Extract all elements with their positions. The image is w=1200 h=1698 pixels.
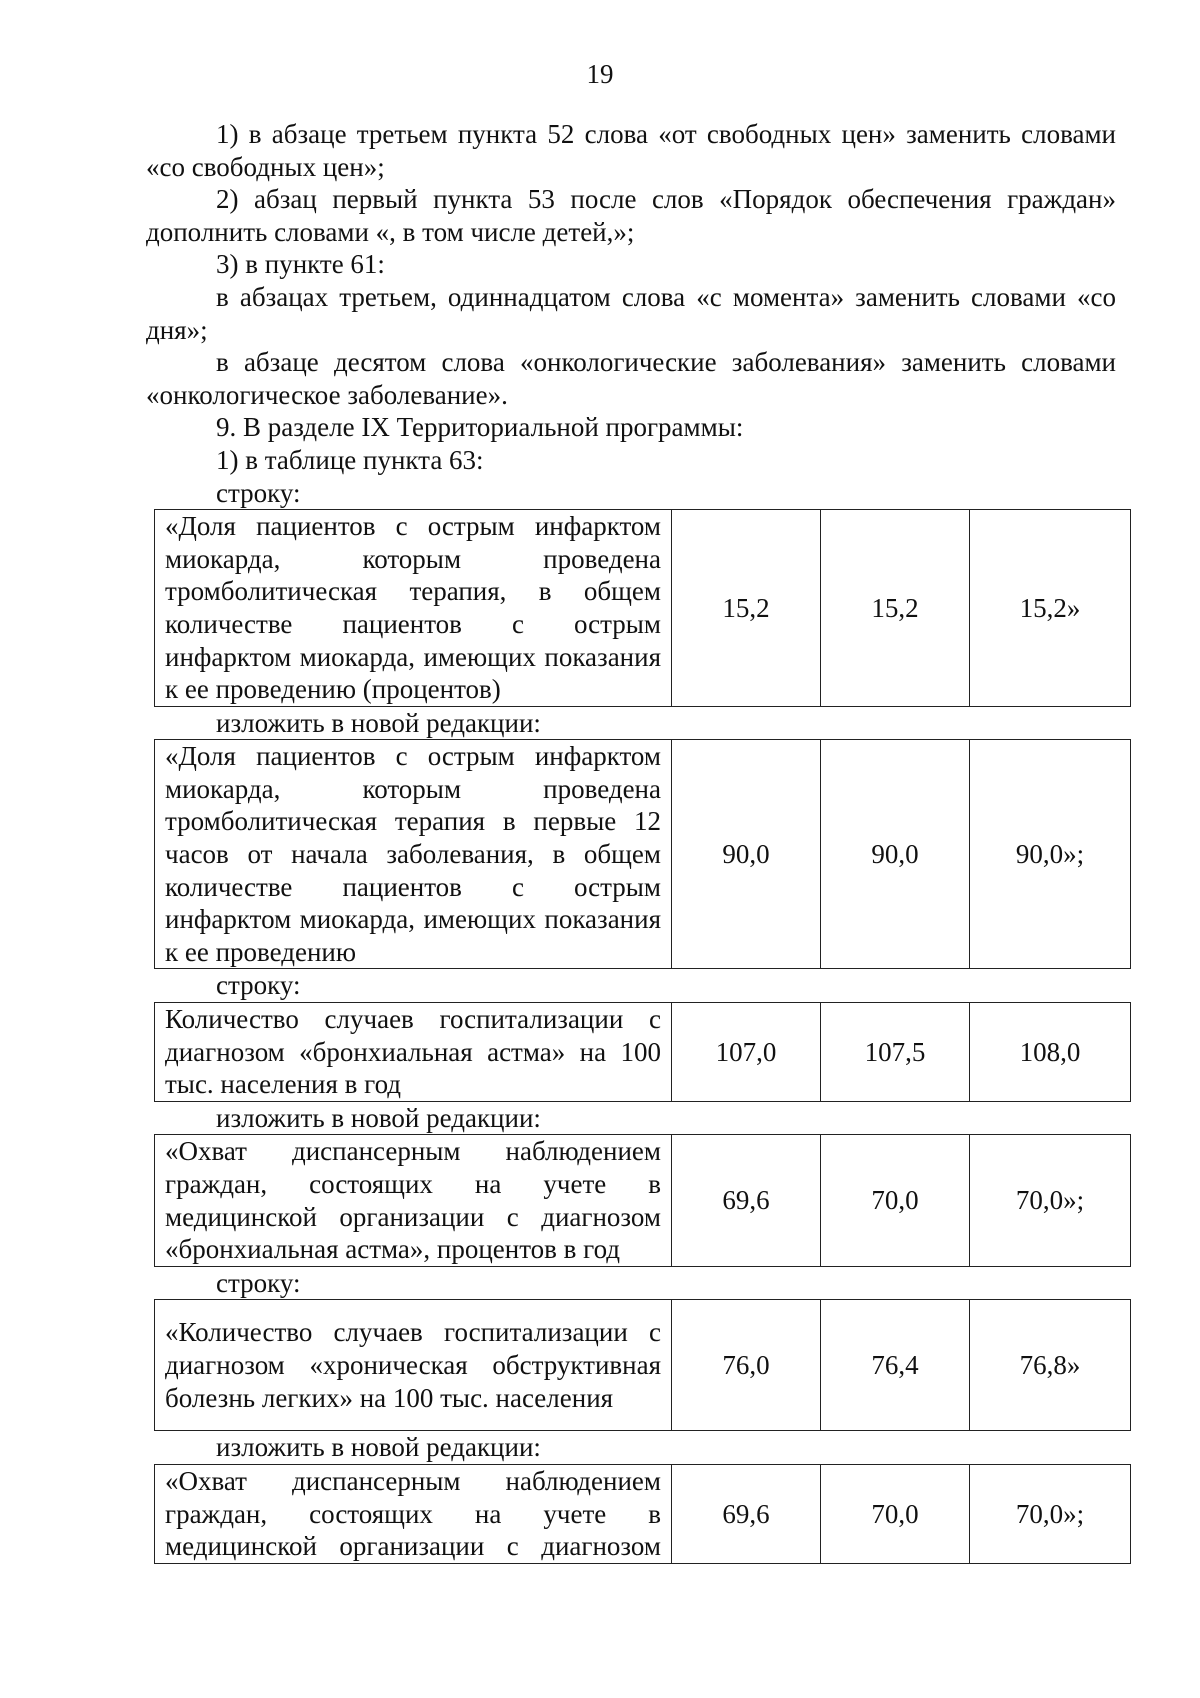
indicator-description: «Доля пациентов с острым инфарктом миокарда, которым проведена тромболитическая терапия, в общем количестве пациентов с острым инфарктом миокарда, имеющих показания к ее проведению (процентов): [155, 510, 672, 707]
paragraph-6: 9. В разделе IX Территориальной программы:: [216, 412, 744, 443]
table-row: [155, 740, 1131, 969]
paragraph-2: 2) абзац первый пункта 53 после слов «Порядок обеспечения граждан» дополнить словами «, в том числе детей,»;: [146, 184, 1116, 247]
paragraph-5: в абзаце десятом слова «онкологические заболевания» заменить словами «онкологическое заболевание».: [146, 347, 1116, 410]
value-cell-2: 70,0: [821, 1464, 970, 1563]
value-cell-1: 69,6: [672, 1464, 821, 1563]
value-cell-1: 15,2: [672, 510, 821, 707]
block-label: строку:: [216, 1267, 301, 1298]
table-row: [155, 1003, 1131, 1102]
indicator-table: [154, 1464, 1131, 1564]
paragraph-7: 1) в таблице пункта 63:: [216, 444, 484, 475]
value-cell-3: 76,8»: [970, 1300, 1131, 1431]
indicator-description: Количество случаев госпитализации с диагнозом «бронхиальная астма» на 100 тыс. населения в год: [155, 1003, 672, 1102]
indicator-description: «Охват диспансерным наблюдением граждан, состоящих на учете в медицинской организации с диагнозом: [155, 1464, 672, 1563]
indicator-description: «Количество случаев госпитализации с диагнозом «хроническая обструктивная болезнь легких» на 100 тыс. населения: [155, 1300, 672, 1431]
table-row: [155, 1464, 1131, 1563]
paragraph-4: в абзацах третьем, одиннадцатом слова «с момента» заменить словами «со дня»;: [146, 281, 1116, 345]
value-cell-2: 15,2: [821, 510, 970, 707]
indicator-table: [154, 1002, 1131, 1102]
table-row: [155, 510, 1131, 707]
value-cell-3: 15,2»: [970, 510, 1131, 707]
value-cell-1: 76,0: [672, 1300, 821, 1431]
table-row: [155, 1300, 1131, 1431]
paragraph-3: 3) в пункте 61:: [216, 249, 385, 280]
block-label: строку:: [216, 970, 301, 1001]
block-label: строку:: [216, 477, 301, 508]
block-label: изложить в новой редакции:: [216, 1102, 541, 1133]
block-label: изложить в новой редакции:: [216, 1432, 541, 1463]
value-cell-2: 107,5: [821, 1003, 970, 1102]
value-cell-3: 90,0»;: [970, 740, 1131, 969]
indicator-table: [154, 509, 1131, 707]
indicator-table: [154, 1299, 1131, 1431]
indicator-table: [154, 739, 1131, 969]
value-cell-3: 70,0»;: [970, 1135, 1131, 1266]
block-label: изложить в новой редакции:: [216, 707, 541, 738]
indicator-description: «Доля пациентов с острым инфарктом миокарда, которым проведена тромболитическая терапия в первые 12 часов от начала заболевания, в общем количестве пациентов с острым инфарктом миокарда, имеющих показания к ее проведению: [155, 740, 672, 969]
value-cell-3: 70,0»;: [970, 1464, 1131, 1563]
value-cell-1: 107,0: [672, 1003, 821, 1102]
value-cell-2: 70,0: [821, 1135, 970, 1266]
value-cell-1: 69,6: [672, 1135, 821, 1266]
indicator-table: [154, 1134, 1131, 1266]
indicator-description: «Охват диспансерным наблюдением граждан, состоящих на учете в медицинской организации с диагнозом «бронхиальная астма», процентов в год: [155, 1135, 672, 1266]
value-cell-3: 108,0: [970, 1003, 1131, 1102]
value-cell-1: 90,0: [672, 740, 821, 969]
document-body: [146, 118, 1116, 1564]
value-cell-2: 76,4: [821, 1300, 970, 1431]
paragraph-1: 1) в абзаце третьем пункта 52 слова «от свободных цен» заменить словами «со свободных цен»;: [146, 119, 1116, 182]
table-row: [155, 1135, 1131, 1266]
value-cell-2: 90,0: [821, 740, 970, 969]
page-number: 19: [586, 59, 614, 89]
